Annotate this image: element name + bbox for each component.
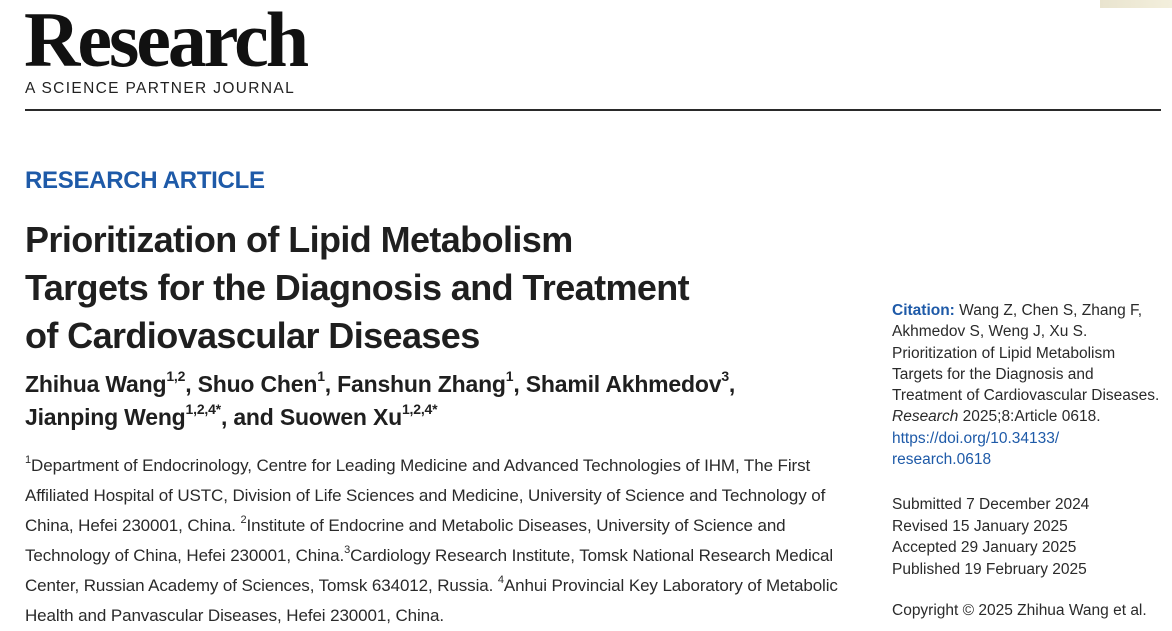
author-name: Shuo Chen — [197, 371, 318, 397]
author-affiliation-marker: 1,2 — [166, 368, 186, 385]
affiliation-marker: 4 — [497, 574, 504, 587]
article-title — [25, 216, 745, 360]
article-type-label: RESEARCH ARTICLE — [25, 167, 265, 194]
corner-badge — [1100, 0, 1172, 8]
author-name: Shamil Akhmedov — [525, 371, 722, 397]
affiliation-text: Institute of Endocrine and Metabolic Diseases, University of Science and Technology of China, Hefei 230001, China. — [25, 516, 786, 565]
author-separator: , — [185, 371, 198, 397]
affiliation-list — [25, 451, 855, 631]
affiliation-marker: 3 — [344, 544, 351, 557]
affiliation-marker: 1 — [25, 454, 32, 467]
citation-label: Citation: — [892, 302, 955, 319]
citation-text: Wang Z, Chen S, Zhang F, Akhmedov S, Weng J, Xu S. Prioritization of Lipid Metabolism Targets for the Diagnosis and Treatment of Cardiovascular Diseases. — [892, 302, 1160, 405]
doi-link-part[interactable]: https://doi.org/10.34133/ — [892, 429, 1060, 447]
journal-tagline: A SCIENCE PARTNER JOURNAL — [25, 80, 296, 97]
author-name: Suowen Xu — [279, 404, 402, 430]
affiliation-text: Cardiology Research Institute, Tomsk National Research Medical Center, Russian Academy of Sciences, Tomsk 634012, Russia. — [25, 546, 834, 595]
article-title-line: Prioritization of Lipid Metabolism — [25, 219, 573, 260]
author-separator: , — [728, 371, 736, 397]
article-title-line: of Cardiovascular Diseases — [25, 315, 480, 356]
author-separator: , — [324, 371, 338, 397]
author-name: Jianping Weng — [25, 404, 186, 430]
author-separator: , — [513, 371, 526, 397]
author-name: Fanshun Zhang — [337, 371, 506, 397]
author-affiliation-marker: 1 — [317, 368, 325, 385]
citation-text: 2025;8:Article 0618. — [958, 408, 1101, 426]
affiliation-text: Anhui Provincial Key Laboratory of Metabolic Health and Panvascular Diseases, Hefei 230001, China. — [25, 576, 838, 625]
author-affiliation-marker: 1,2,4* — [401, 401, 438, 418]
affiliation-marker: 2 — [240, 514, 247, 527]
affiliation-text: Department of Endocrinology, Centre for Leading Medicine and Advanced Technologies of IHM, The First Affiliated Hospital of USTC, Division of Life Sciences and Medicine, University of Science and Technology of China, Hefei 230001, China. — [25, 456, 826, 535]
date-published: Published 19 February 2025 — [892, 560, 1087, 578]
date-submitted: Submitted 7 December 2024 — [892, 496, 1090, 513]
publication-dates — [892, 494, 1089, 580]
author-separator: , and — [220, 404, 280, 430]
citation-block — [892, 300, 1162, 470]
copyright-notice: Copyright © 2025 Zhihua Wang et al. — [892, 602, 1147, 619]
citation-journal: Research — [892, 408, 959, 426]
article-title-line: Targets for the Diagnosis and Treatment — [25, 267, 690, 308]
doi-link[interactable] — [892, 430, 1059, 468]
author-affiliation-marker: 1,2,4* — [185, 401, 221, 418]
journal-logo: Research — [24, 0, 307, 83]
doi-link-part[interactable]: research.0618 — [892, 451, 992, 469]
author-list — [25, 368, 825, 434]
masthead-divider — [25, 109, 1161, 111]
date-revised: Revised 15 January 2025 — [892, 517, 1068, 535]
author-affiliation-marker: 1 — [505, 368, 514, 385]
author-name: Zhihua Wang — [25, 371, 167, 397]
author-affiliation-marker: 3 — [721, 368, 729, 385]
date-accepted: Accepted 29 January 2025 — [892, 539, 1077, 556]
